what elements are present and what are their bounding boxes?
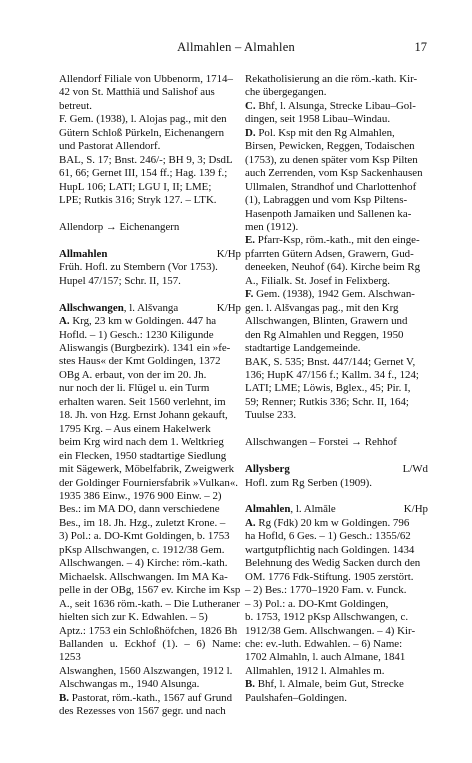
- text-line: Alschwangas m., 1940 Alsunga.: [59, 678, 200, 691]
- text-line: che: ev.-luth. Edwahlen. – 6) Name:: [245, 637, 403, 650]
- text-line: D. Pol. Ksp mit den Rg Almahlen,: [245, 126, 395, 139]
- text-line: (1753), zu denen später vom Ksp Pilten: [245, 153, 418, 166]
- cross-reference: Allschwangen – Forstei → Rehhof: [245, 436, 397, 449]
- text-line: F. Gem. (1938), 1942 Gem. Alschwan-: [245, 288, 415, 301]
- entry-region-code: L/Wd: [402, 463, 428, 476]
- text-line: Hofl. zum Rg Serben (1909).: [245, 476, 373, 489]
- text-line: LPE; Rutkis 316; Stryk 127. – LTK.: [59, 194, 217, 207]
- text-line: BAK, S. 535; Bnst. 447/144; Gernet V,: [245, 355, 416, 368]
- entry-allysberg: [245, 463, 428, 490]
- text-line: 42 von St. Matthiä und Salishof aus: [59, 86, 215, 99]
- text-line: Bes.: im MA DO, dann verschiedene: [59, 503, 220, 516]
- entry-headword-suffix: , l. Almāle: [290, 503, 336, 516]
- text-line: OM. 1776 Fdk-Stiftung. 1905 zerstört.: [245, 570, 414, 583]
- text-line: hielten sich zur K. Edwahlen. – 5): [59, 611, 208, 624]
- text-line: B. Bhf, l. Almale, beim Gut, Strecke: [245, 678, 404, 691]
- text-line: ein Flecken, 1950 stadtartige Siedlung: [59, 449, 227, 462]
- text-line: auch Zerrenden, vom Ksp Sackenhausen: [245, 167, 423, 180]
- entry-allendorf-continued: [59, 73, 241, 208]
- text-line: LATI; LME; Löwis, Bglex., 45; Pir. I,: [245, 382, 411, 395]
- text-line: C. Bhf, l. Alsunga, Strecke Libau–Gol-: [245, 99, 416, 112]
- text-line: Michaelsk. Allschwangen. Im MA Ka-: [59, 570, 228, 583]
- text-line: dingen, seit 1958 Libau–Windau.: [245, 113, 391, 126]
- entry-allschwangen-continued: [245, 73, 428, 423]
- text-line: 1702 Almahln, l. auch Almane, 1841: [245, 651, 406, 664]
- text-line: der Goldinger Fourniersfabrik »Vulkan«.: [59, 476, 238, 489]
- text-line: wartgutpflichtig nach Goldingen. 1434: [245, 543, 415, 556]
- text-line: che übergegangen.: [245, 86, 327, 99]
- text-line: Hofld. – 1) Gesch.: 1230 Kiligunde: [59, 328, 214, 341]
- entry-headword: Almahlen: [245, 503, 291, 516]
- left-column: [59, 73, 241, 719]
- text-line: pKsp Allschwangen, c. 1912/38 Gem.: [59, 543, 225, 556]
- text-line: 59; Renner; Rutkis 336; Schr. II, 164;: [245, 395, 409, 408]
- text-line: des Rezesses von 1567 gegr. und nach: [59, 705, 226, 718]
- entry-headword: Allschwangen: [59, 301, 124, 314]
- text-line: Paulshafen–Goldingen.: [245, 691, 347, 704]
- text-line: deneeken, Neuhof (64). Kirche beim Rg: [245, 261, 421, 274]
- text-line: Ullmalen, Strandhof und Charlottenhof: [245, 180, 417, 193]
- text-line: Gütern Schloß Pürkeln, Eichenangern: [59, 126, 225, 139]
- entry-region-code: K/Hp: [216, 301, 241, 314]
- entry-headword: Allysberg: [245, 463, 290, 476]
- text-line: mit Sägewerk, Möbelfabrik, Zweigwerk: [59, 463, 235, 476]
- text-line: und Pastorat Allendorf.: [59, 140, 161, 153]
- text-line: E. Pfarr-Ksp, röm.-kath., mit den einge-: [245, 234, 420, 247]
- entry-region-code: K/Hp: [216, 247, 241, 260]
- text-line: nur noch der li. Flügel u. ein Turm: [59, 382, 210, 395]
- entry-allmahlen: [59, 248, 241, 288]
- text-line: Aptz.: 1753 ein Schloßhöfchen, 1826 Bh: [59, 624, 238, 637]
- entry-allschwangen: [59, 302, 241, 719]
- text-line: Allschwangen. – 4) Kirche: röm.-kath.: [59, 557, 228, 570]
- text-line: Aliswangis (Burgbezirk). 1341 ein »fe-: [59, 342, 231, 355]
- text-line: (1), Labraggen und vom Ksp Piltens-: [245, 194, 408, 207]
- text-line: A. Rg (Fdk) 20 km w Goldingen. 796: [245, 516, 410, 529]
- text-line: A. Krg, 23 km w Goldingen. 447 ha: [59, 315, 217, 328]
- entry-headword-suffix: , l. Alšvanga: [123, 301, 179, 314]
- running-header-title: Allmahlen – Almahlen: [177, 40, 295, 54]
- entry-almahlen: [245, 503, 428, 705]
- text-line: b. 1753, 1912 pKsp Allschwangen, c.: [245, 611, 409, 624]
- text-line: B. Pastorat, röm.-kath., 1567 auf Grund: [59, 691, 233, 704]
- text-line: Birsen, Pewicken, Reggen, Todaischen: [245, 140, 415, 153]
- text-line: Alswanghen, 1560 Alszwangen, 1912 l.: [59, 664, 233, 677]
- text-line: betreut.: [59, 99, 92, 112]
- text-line: gen. l. Alšvangas pag., mit den Krg: [245, 301, 399, 314]
- text-line: 136; HupK 47/156 f.; Kallm. 34 f., 124;: [245, 368, 419, 381]
- text-line: BAL, S. 17; Bnst. 246/-; BH 9, 3; DsdL: [59, 153, 233, 166]
- text-line: erhalten waren. Seit 1560 verlehnt, im: [59, 395, 226, 408]
- text-line: stes Haus« der Kmt Goldingen, 1372: [59, 355, 221, 368]
- text-line: Allmahlen, 1912 l. Almahles m.: [245, 664, 385, 677]
- text-line: – 2) Bes.: 1770–1920 Fam. v. Funck.: [245, 584, 407, 597]
- text-line: den Rg Almahlen und Reggen, 1950: [245, 328, 404, 341]
- text-line: stadtartige Landgemeinde.: [245, 342, 361, 355]
- text-line: Früh. Hofl. zu Stembern (Vor 1753).: [59, 261, 218, 274]
- text-line: pfarrten Gütern Adsen, Grawern, Gud-: [245, 247, 414, 260]
- text-line: F. Gem. (1938), l. Alojas pag., mit den: [59, 113, 227, 126]
- text-line: 61, 66; Gernet III, 154 ff.; Hag. 139 f.;: [59, 167, 228, 180]
- text-line: pelle in der OBg, 1567 ev. Kirche im Ksp: [59, 584, 241, 597]
- entry-region-code: K/Hp: [403, 503, 428, 516]
- entry-headword: Allmahlen: [59, 247, 108, 260]
- text-line: A., Filialk. St. Josef in Felixberg.: [245, 274, 391, 287]
- text-line: Belehnung des Wedig Sacken durch den: [245, 557, 421, 570]
- text-line: Allendorf Filiale von Ubbenorm, 1714–: [59, 73, 233, 85]
- text-line: – 3) Pol.: a. DO-Kmt Goldingen,: [245, 597, 389, 610]
- text-line: 3) Pol.: a. DO-Kmt Goldingen, b. 1753: [59, 530, 230, 543]
- cross-reference: Allendorp → Eichenangern: [59, 220, 180, 233]
- text-line: 18. Jh. von Hzg. Ernst Johann gekauft,: [59, 409, 228, 422]
- text-line: A., seit 1636 röm.-kath. – Die Lutheraner: [59, 597, 240, 610]
- text-line: Tuulse 233.: [245, 409, 297, 422]
- text-line: Bes., im 18. Jh. Hzg., zuletzt Krone. –: [59, 516, 226, 529]
- text-line: Rekatholisierung an die röm.-kath. Kir-: [245, 73, 418, 85]
- text-line: OBg A. erbaut, von der im 20. Jh.: [59, 368, 207, 381]
- text-line: 1912/38 Gem. Allschwangen. – 4) Kir-: [245, 624, 416, 637]
- text-line: Ballanden u. Eckhof (1). – 6) Name: 1253: [59, 637, 241, 664]
- text-line: Hasenpoth Jamaiken und Sallenen ka-: [245, 207, 412, 220]
- text-line: HupL 106; LATI; LGU I, II; LME;: [59, 180, 212, 193]
- text-line: men (1912).: [245, 220, 299, 233]
- text-line: Allschwangen, Blinten, Grawern und: [245, 315, 408, 328]
- text-line: Hupel 47/157; Schr. II, 157.: [59, 274, 181, 287]
- text-line: 1795 Krg. – Aus einem Hakelwerk: [59, 422, 211, 435]
- text-line: 1935 386 Einw., 1976 900 Einw. – 2): [59, 490, 222, 502]
- page-number: 17: [414, 40, 427, 54]
- right-column: [245, 73, 428, 705]
- text-line: ha Hofld, 6 Ges. – 1) Gesch.: 1355/62: [245, 530, 411, 543]
- text-line: beim Krg wird nach dem 1. Weltkrieg: [59, 436, 224, 449]
